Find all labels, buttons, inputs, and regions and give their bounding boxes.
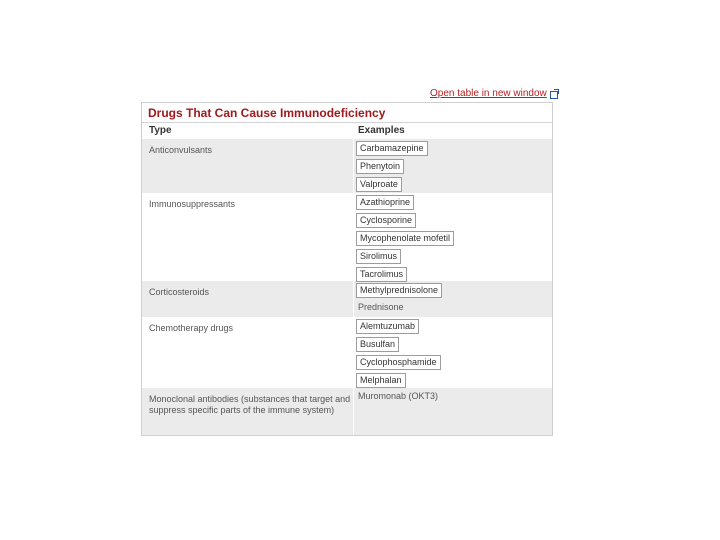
table-header-row [142,123,552,139]
drug-table [141,102,553,436]
open-table-new-window-link[interactable] [430,88,559,99]
table-row [142,281,552,317]
type-cell: Chemotherapy drugs [142,317,354,388]
examples-cell [354,139,428,193]
drug-link[interactable]: Busulfan [356,337,399,352]
drug-link[interactable]: Methylprednisolone [356,283,442,298]
table-row [142,139,552,193]
examples-cell [354,281,442,317]
drug-link[interactable]: Alemtuzumab [356,319,419,334]
table-row [142,193,552,281]
type-cell: Corticosteroids [142,281,354,317]
drug-link[interactable]: Mycophenolate mofetil [356,231,454,246]
drug-link[interactable]: Cyclosporine [356,213,416,228]
examples-cell [354,193,454,281]
drug-text: Muromonab (OKT3) [358,391,439,401]
table-title: Drugs That Can Cause Immunodeficiency [142,103,552,123]
column-header-type: Type [149,125,172,136]
type-cell: Immunosuppressants [142,193,354,281]
examples-cell [354,317,441,388]
open-table-link-label: Open table in new window [430,88,547,99]
drug-link[interactable]: Cyclophosphamide [356,355,441,370]
table-row [142,388,552,435]
type-cell: Anticonvulsants [142,139,354,193]
drug-link[interactable]: Tacrolimus [356,267,407,282]
drug-link[interactable]: Melphalan [356,373,406,388]
drug-link[interactable]: Carbamazepine [356,141,428,156]
external-window-icon [550,89,559,98]
column-header-examples: Examples [358,125,405,136]
drug-link[interactable]: Azathioprine [356,195,414,210]
drug-link[interactable]: Phenytoin [356,159,404,174]
drug-text: Prednisone [358,302,404,312]
table-row [142,317,552,388]
drug-link[interactable]: Sirolimus [356,249,401,264]
type-cell: Monoclonal antibodies (substances that target and suppress specific parts of the immune system) [142,388,354,435]
drug-link[interactable]: Valproate [356,177,402,192]
examples-cell [354,388,440,435]
